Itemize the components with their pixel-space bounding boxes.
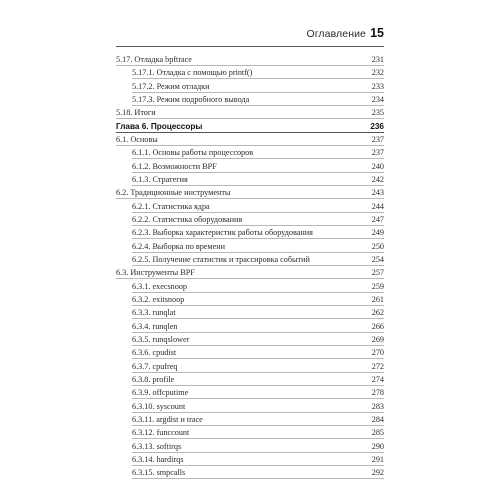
toc-entry-title: 6.2.1. Статистика ядра [132,201,210,211]
toc-entry-title: 6.3.8. profile [132,374,175,384]
toc-entry-title: 6.3.6. cpudist [132,348,177,358]
toc-entry-page: 237 [371,148,384,158]
toc-entry-title: 6.3.1. execsnoop [132,281,188,291]
toc-entry-page: 249 [371,228,384,238]
toc-entry [116,186,384,199]
toc-entry-page: 285 [371,428,384,438]
toc-entry-page: 259 [371,281,384,291]
toc-entry [132,453,384,466]
toc-entry-page: 244 [371,201,384,211]
toc-entry-title: 6.3.11. argdist и trace [132,414,203,424]
toc-entry [132,240,384,253]
toc-entry-title: 6.3. Инструменты BPF [116,268,195,278]
toc-entry [116,106,384,119]
toc-entry-title: Глава 6. Процессоры [116,121,203,131]
toc-entry [132,66,384,79]
toc-entry [132,466,384,479]
toc-entry-title: 6.1.1. Основы работы процессоров [132,148,254,158]
toc-entry-page: 257 [371,268,384,278]
toc-entry-title: 5.17. Отладка bpftrace [116,55,192,64]
toc-entry [132,360,384,373]
toc-entry-title: 6.3.10. syscount [132,401,186,411]
toc-entry-page: 262 [371,308,384,318]
toc-entry-title: 6.3.9. offcputime [132,388,189,398]
toc-entry [132,373,384,386]
toc-entry [132,386,384,399]
running-head-title: Оглавление [306,28,366,40]
toc-entry [132,146,384,159]
toc-entry-page: 284 [371,414,384,424]
toc-entry-title: 6.3.7. cpufreq [132,361,178,371]
toc-entry [132,226,384,239]
toc-entry-title: 6.2. Традиционные инструменты [116,188,231,198]
toc-entry [132,160,384,173]
toc-entry [132,400,384,413]
toc-entry-page: 240 [371,161,384,171]
toc-entry-title: 6.2.5. Получение статистик и трассировка событий [132,254,310,264]
toc-entry-page: 242 [371,174,384,184]
toc-entry-page: 291 [371,454,384,464]
toc-entry-page: 261 [371,294,384,304]
toc-entry-page: 237 [371,134,384,144]
toc-entry-page: 278 [371,388,384,398]
toc-entry-title: 6.3.15. smpcalls [132,468,186,478]
page-number: 15 [370,26,384,40]
toc-entry [132,80,384,93]
toc-entry-title: 6.3.5. runqslower [132,334,190,344]
toc-entry-title: 6.3.12. funccount [132,428,190,438]
toc-entry [132,253,384,266]
toc-entry-page: 231 [371,55,384,64]
toc-entry [132,306,384,319]
toc-entry-title: 6.1.2. Возможности BPF [132,161,217,171]
toc-entry-title: 6.1. Основы [116,134,158,144]
toc-entry-page: 247 [371,214,384,224]
toc-entry-page: 235 [371,108,384,118]
toc-entry-page: 272 [371,361,384,371]
toc-entry-page: 236 [370,121,384,131]
toc-entry [116,266,384,279]
toc-entry-page: 270 [371,348,384,358]
toc-entry-title: 5.17.3. Режим подробного вывода [132,94,250,104]
toc-entry [132,440,384,453]
toc-entry-page: 274 [371,374,384,384]
toc-entry [116,53,384,66]
toc-entry-page: 250 [371,241,384,251]
toc-entry [132,213,384,226]
toc-entry-page: 234 [371,94,384,104]
toc-entry-title: 5.18. Итоги [116,108,156,118]
toc-entry-title: 6.2.2. Статистика оборудования [132,214,243,224]
toc-entry-page: 292 [371,468,384,478]
toc-entry-page: 269 [371,334,384,344]
toc-entry [132,293,384,306]
toc-entry-page: 283 [371,401,384,411]
toc-entry [132,413,384,426]
toc-entry-page: 243 [371,188,384,198]
toc-entry [116,133,384,146]
toc-entry-title: 6.2.4. Выборка по времени [132,241,226,251]
toc-entry-page: 233 [371,81,384,91]
toc-entry-title: 5.17.1. Отладка с помощью printf() [132,68,253,78]
toc-entry-title: 5.17.2. Режим отладки [132,81,210,91]
toc-entry [132,93,384,106]
toc-entry-title: 6.1.3. Стратегия [132,174,188,184]
toc-entry [132,280,384,293]
toc-entry-title: 6.3.2. exitsnoop [132,294,185,304]
toc-entry [132,346,384,359]
toc-entry-title: 6.2.3. Выборка характеристик работы оборудования [132,228,313,238]
toc-entry-page: 254 [371,254,384,264]
toc-entry-title: 6.3.13. softirqs [132,441,182,451]
toc-entry-page: 290 [371,441,384,451]
toc-entry [132,333,384,346]
toc-entry-title: 6.3.4. runqlen [132,321,178,331]
toc-entry [132,426,384,439]
toc-entry-page: 232 [371,68,384,78]
toc-chapter-entry [116,120,384,133]
toc-entry-title: 6.3.3. runqlat [132,308,176,318]
toc-entry-page: 266 [371,321,384,331]
toc-entry-title: 6.3.14. hardirqs [132,454,184,464]
toc-entry [132,173,384,186]
toc-entry [132,200,384,213]
toc-entry [132,320,384,333]
